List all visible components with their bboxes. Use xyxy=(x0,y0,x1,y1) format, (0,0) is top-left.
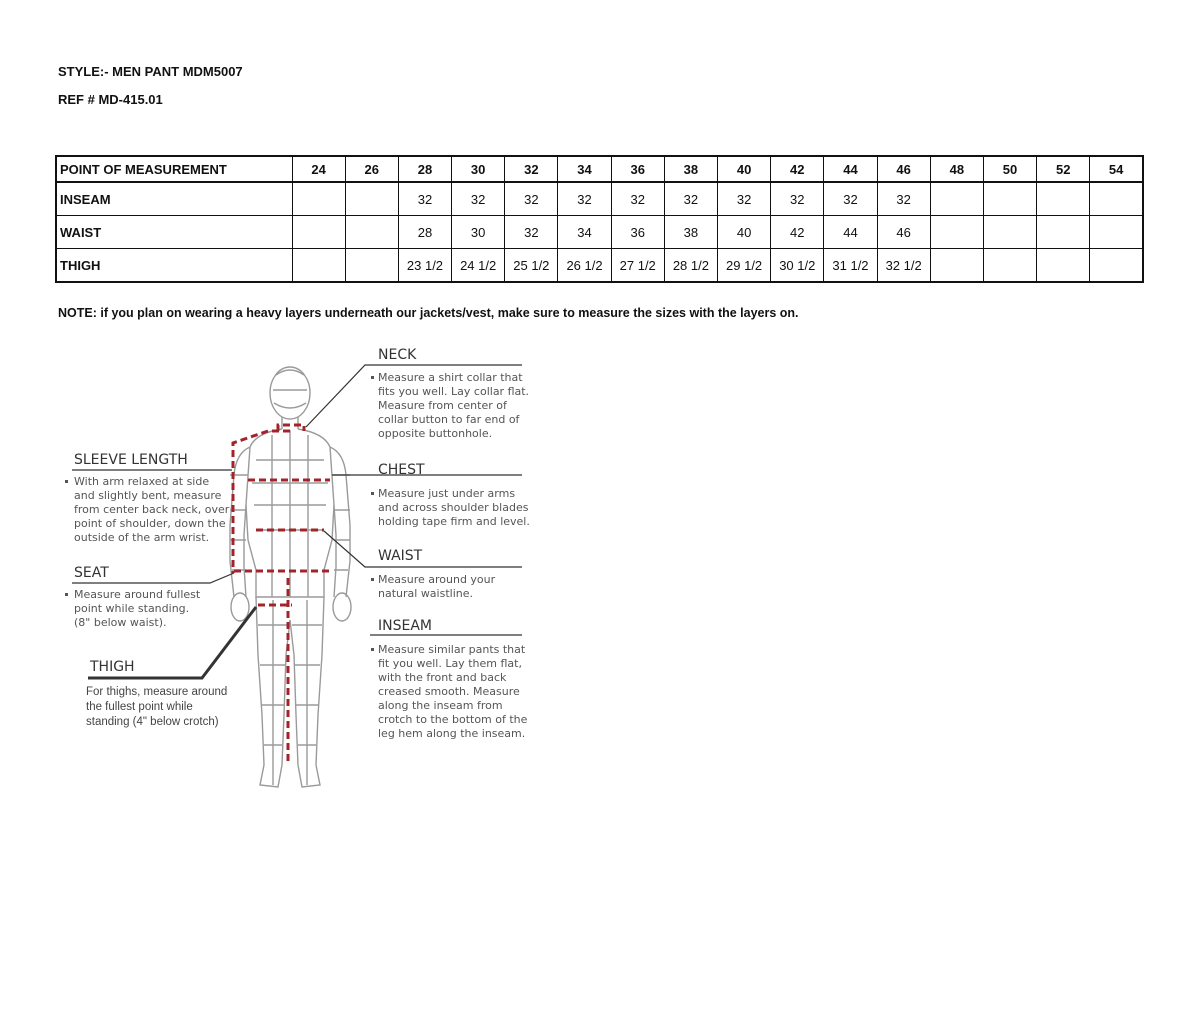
measurement-cell: 32 xyxy=(877,182,930,216)
inseam-description: Measure similar pants that fit you well. Lay them flat, with the front and back creased smooth. Measure along the inseam from crotch to the bottom of the leg hem along the inseam. xyxy=(378,643,528,740)
measurement-cell xyxy=(1090,216,1143,249)
measurement-cell: 36 xyxy=(611,216,664,249)
measurement-cell: 44 xyxy=(824,216,877,249)
size-header-cell: 24 xyxy=(292,156,345,182)
chest-title: CHEST xyxy=(378,462,425,478)
measurement-cell xyxy=(1037,182,1090,216)
measurement-cell: 27 1/2 xyxy=(611,249,664,283)
measurement-cell: 32 xyxy=(824,182,877,216)
measurement-cell: 29 1/2 xyxy=(718,249,771,283)
table-row-thigh xyxy=(56,249,1143,283)
size-header-cell: 50 xyxy=(983,156,1036,182)
measurement-cell xyxy=(1090,182,1143,216)
seat-title: SEAT xyxy=(74,565,109,581)
measurement-cell: 40 xyxy=(718,216,771,249)
measurement-cell xyxy=(930,249,983,283)
measurement-cell: 30 1/2 xyxy=(771,249,824,283)
bullet-icon xyxy=(371,376,374,379)
measurement-cell: 25 1/2 xyxy=(505,249,558,283)
bullet-icon xyxy=(65,593,68,596)
neck-description: Measure a shirt collar that fits you well. Lay collar flat. Measure from center of collar button to far end of opposite buttonhole. xyxy=(378,371,530,440)
measurement-cell xyxy=(345,249,398,283)
measurement-cell: 28 xyxy=(398,216,451,249)
size-header-cell: 30 xyxy=(452,156,505,182)
measurement-cell xyxy=(292,249,345,283)
measurement-cell: 34 xyxy=(558,216,611,249)
bullet-icon xyxy=(371,648,374,651)
body-figure xyxy=(230,367,351,787)
measurement-cell xyxy=(930,216,983,249)
inseam-title: INSEAM xyxy=(378,618,432,634)
measurement-cell: 32 1/2 xyxy=(877,249,930,283)
chest-description: Measure just under arms and across shoulder blades holding tape firm and level. xyxy=(378,487,530,528)
measurement-cell: 38 xyxy=(664,216,717,249)
measurement-cell: 32 xyxy=(718,182,771,216)
size-header-cell: 44 xyxy=(824,156,877,182)
measurement-cell: 32 xyxy=(452,182,505,216)
measurement-cell xyxy=(1037,216,1090,249)
size-header-cell: 28 xyxy=(398,156,451,182)
size-header-cell: 46 xyxy=(877,156,930,182)
size-header-cell: 42 xyxy=(771,156,824,182)
measurement-cell xyxy=(345,216,398,249)
size-header-cell: 38 xyxy=(664,156,717,182)
measurement-cell xyxy=(1037,249,1090,283)
bullet-icon xyxy=(371,578,374,581)
measurement-cell: 28 1/2 xyxy=(664,249,717,283)
bullet-icon xyxy=(65,480,68,483)
size-header-cell: 40 xyxy=(718,156,771,182)
size-header-cell: 32 xyxy=(505,156,558,182)
size-header-cell: 52 xyxy=(1037,156,1090,182)
size-header-cell: 36 xyxy=(611,156,664,182)
style-title: STYLE:- MEN PANT MDM5007 xyxy=(58,64,243,79)
waist-title: WAIST xyxy=(378,548,423,564)
measurement-cell: 32 xyxy=(558,182,611,216)
measurement-cell: 32 xyxy=(771,182,824,216)
measurement-cell: 31 1/2 xyxy=(824,249,877,283)
seat-description: Measure around fullest point while standing. (8" below waist). xyxy=(74,588,201,629)
size-chart-table xyxy=(55,155,1144,283)
sleeve-length-title: SLEEVE LENGTH xyxy=(74,452,188,468)
table-row-waist xyxy=(56,216,1143,249)
measurement-cell: 26 1/2 xyxy=(558,249,611,283)
sleeve-length-description: With arm relaxed at side and slightly bent, measure from center back neck, over point of shoulder, down the outside of the arm wrist. xyxy=(74,475,230,544)
measurement-cell xyxy=(983,216,1036,249)
measurement-cell: 42 xyxy=(771,216,824,249)
thigh-description: For thighs, measure around the fullest point while standing (4" below crotch) xyxy=(86,686,228,728)
waist-description: Measure around your natural waistline. xyxy=(378,573,496,600)
size-header-cell: 26 xyxy=(345,156,398,182)
table-row-inseam xyxy=(56,182,1143,216)
measurement-cell: 32 xyxy=(505,182,558,216)
measurement-cell xyxy=(983,249,1036,283)
measurement-cell: 32 xyxy=(505,216,558,249)
measurement-cell: 32 xyxy=(611,182,664,216)
neck-title: NECK xyxy=(378,347,417,363)
row-label: WAIST xyxy=(56,216,292,249)
measurement-diagram xyxy=(60,335,540,795)
bullet-icon xyxy=(371,492,374,495)
measurement-cell: 32 xyxy=(664,182,717,216)
row-label: INSEAM xyxy=(56,182,292,216)
measurement-cell xyxy=(292,182,345,216)
measurement-cell: 23 1/2 xyxy=(398,249,451,283)
layering-note: NOTE: if you plan on wearing a heavy layers underneath our jackets/vest, make sure to measure the sizes with the layers on. xyxy=(58,306,799,320)
size-header-cell: 54 xyxy=(1090,156,1143,182)
table-header-row xyxy=(56,156,1143,182)
thigh-title: THIGH xyxy=(90,659,135,675)
measurement-cell xyxy=(345,182,398,216)
measurement-cell xyxy=(930,182,983,216)
measurement-cell: 24 1/2 xyxy=(452,249,505,283)
measurement-cell: 32 xyxy=(398,182,451,216)
row-label: THIGH xyxy=(56,249,292,283)
measurement-cell xyxy=(292,216,345,249)
measurement-cell xyxy=(983,182,1036,216)
measurement-cell xyxy=(1090,249,1143,283)
measurement-cell: 46 xyxy=(877,216,930,249)
header-cell-point-of-measurement: POINT OF MEASUREMENT xyxy=(56,156,292,182)
waist-leader xyxy=(324,531,522,567)
measurement-cell: 30 xyxy=(452,216,505,249)
size-header-cell: 34 xyxy=(558,156,611,182)
ref-number: REF # MD-415.01 xyxy=(58,92,163,107)
size-header-cell: 48 xyxy=(930,156,983,182)
